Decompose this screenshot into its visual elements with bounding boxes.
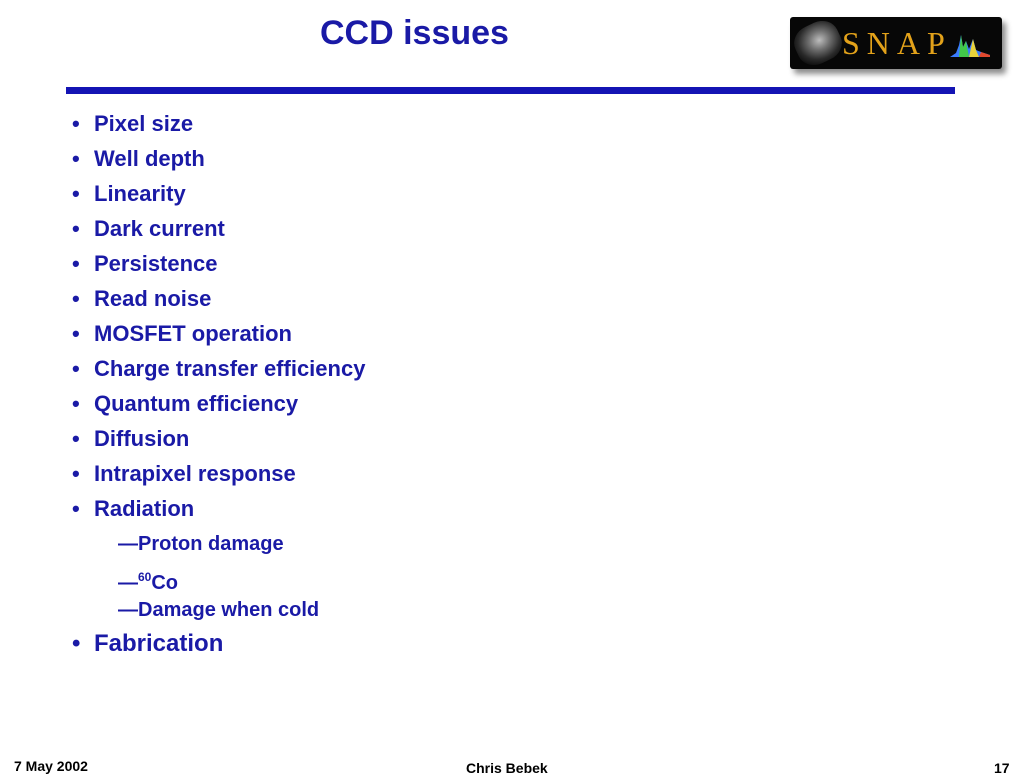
bullet-dot: • — [72, 356, 80, 381]
footer-author: Chris Bebek — [466, 760, 548, 776]
subitem-damage-when-cold — [118, 598, 319, 622]
bullet-dot: • — [72, 630, 81, 657]
sub-text: Proton damage — [138, 533, 284, 555]
sub-text: Damage when cold — [138, 599, 320, 621]
bullet-radiation — [72, 496, 194, 522]
bullet-text: Pixel size — [94, 111, 194, 136]
spectrum-icon — [950, 31, 990, 57]
bullet-pixel-size — [72, 111, 193, 137]
snap-logo — [790, 17, 1002, 69]
bullet-intrapixel-response — [72, 461, 296, 487]
bullet-text: Intrapixel response — [94, 461, 296, 486]
bullet-text: Dark current — [94, 216, 225, 241]
bullet-text: Fabrication — [94, 630, 224, 657]
bullet-persistence — [72, 251, 218, 277]
bullet-text: Radiation — [94, 496, 195, 521]
bullet-text: Quantum efficiency — [94, 391, 299, 416]
bullet-fabrication — [72, 631, 223, 657]
bullet-diffusion — [72, 426, 189, 452]
bullet-dot: • — [72, 321, 80, 346]
footer-date: 7 May 2002 — [14, 758, 88, 774]
sub-text: Co — [151, 572, 179, 594]
footer-page-number: 17 — [994, 760, 1010, 776]
bullet-dark-current — [72, 216, 225, 242]
slide-title: CCD issues — [320, 14, 509, 52]
sub-dash: — — [118, 533, 138, 555]
bullet-text: Diffusion — [94, 426, 190, 451]
logo-text: SNAP — [842, 25, 952, 61]
bullet-text: Read noise — [94, 286, 212, 311]
bullet-charge-transfer-efficiency — [72, 356, 365, 382]
title-divider — [66, 87, 955, 94]
subitem-cobalt-60 — [118, 565, 178, 595]
bullet-text: Linearity — [94, 181, 186, 206]
bullet-dot: • — [72, 286, 80, 311]
bullet-text: MOSFET operation — [94, 321, 292, 346]
bullet-linearity — [72, 181, 186, 207]
sub-dash: — — [118, 572, 138, 594]
bullet-quantum-efficiency — [72, 391, 298, 417]
subitem-proton-damage — [118, 532, 284, 556]
bullet-dot: • — [72, 251, 80, 276]
bullet-dot: • — [72, 216, 80, 241]
bullet-read-noise — [72, 286, 211, 312]
bullet-text: Persistence — [94, 251, 218, 276]
sub-dash: — — [118, 599, 138, 621]
galaxy-icon — [790, 17, 847, 69]
isotope-mass-number: 60 — [138, 570, 152, 584]
bullet-text: Well depth — [94, 146, 205, 171]
bullet-mosfet-operation — [72, 321, 292, 347]
bullet-dot: • — [72, 181, 80, 206]
bullet-dot: • — [72, 426, 80, 451]
bullet-dot: • — [72, 391, 80, 416]
bullet-text: Charge transfer efficiency — [94, 356, 366, 381]
bullet-well-depth — [72, 146, 205, 172]
bullet-dot: • — [72, 496, 80, 521]
bullet-dot: • — [72, 111, 80, 136]
bullet-dot: • — [72, 146, 80, 171]
bullet-dot: • — [72, 461, 80, 486]
